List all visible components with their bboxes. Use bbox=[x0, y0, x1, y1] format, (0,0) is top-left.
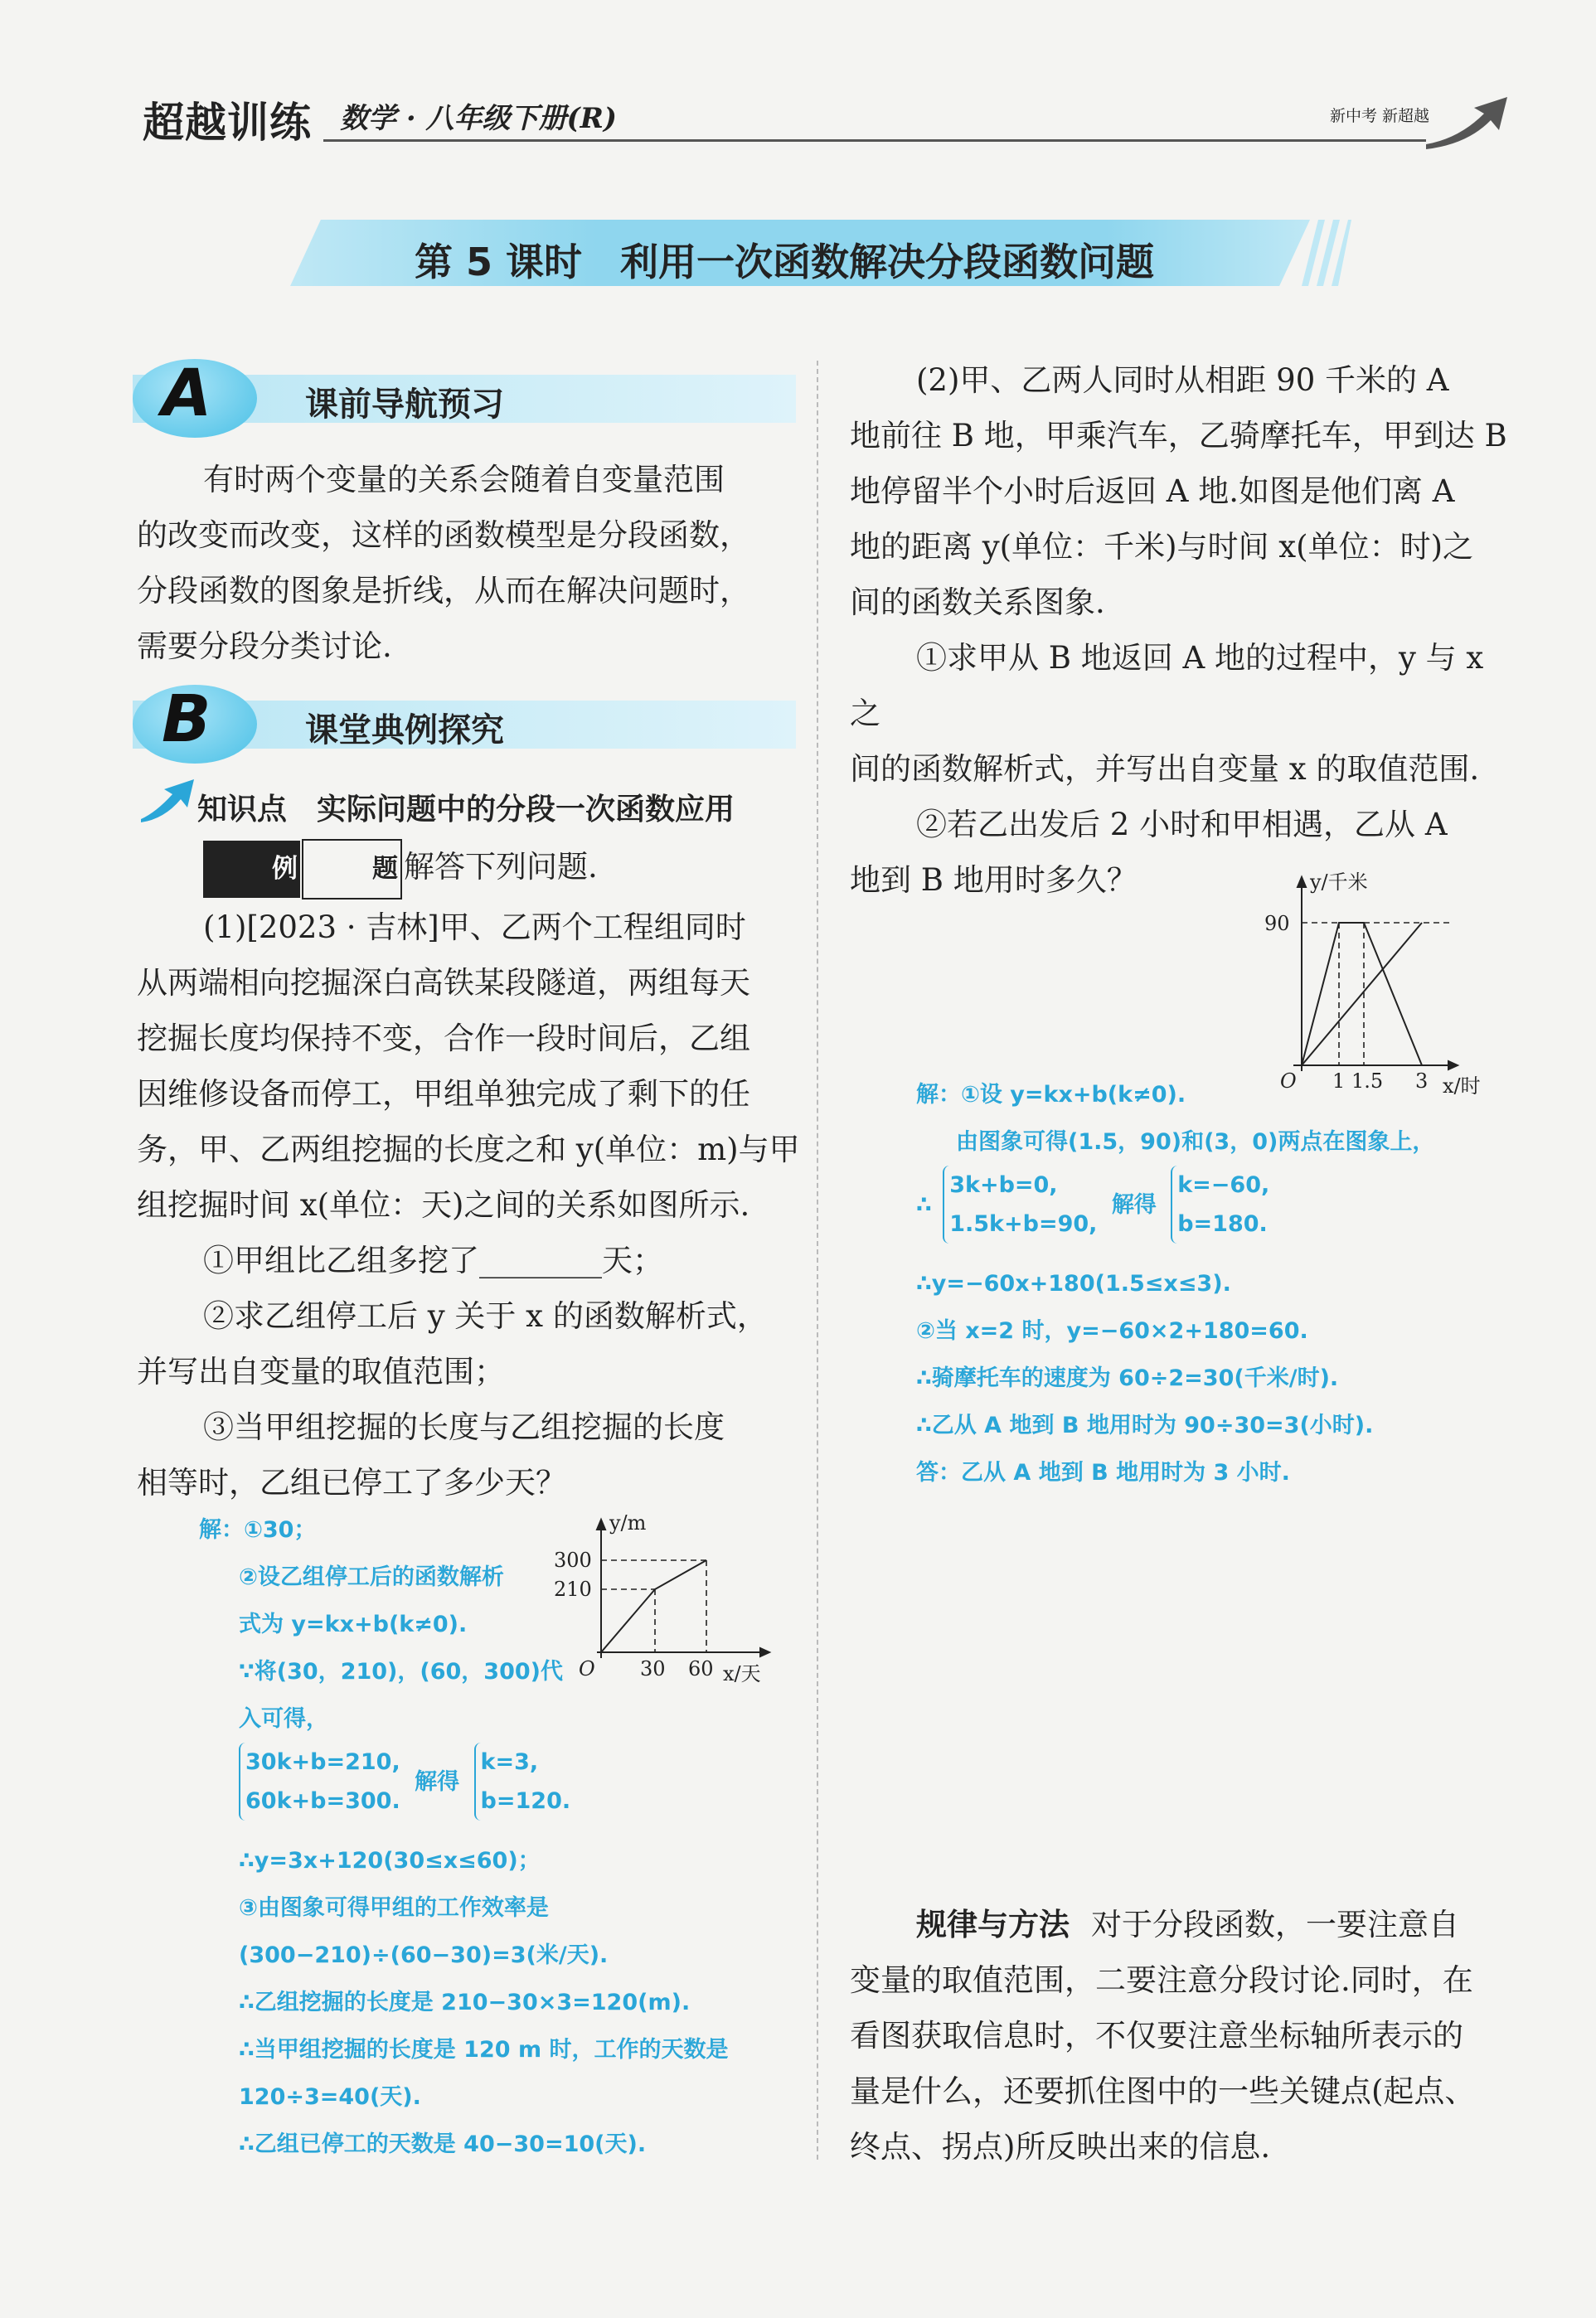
origin-label: O bbox=[1280, 1069, 1297, 1093]
x-tick-label: 60 bbox=[688, 1657, 714, 1680]
section-a-letter: A bbox=[162, 356, 212, 431]
x-tick-label: 3 bbox=[1415, 1069, 1429, 1093]
solution-line: 由图象可得(1.5，90)和(3，0)两点在图象上， bbox=[956, 1129, 1435, 1155]
text-line: 间的函数解析式，并写出自变量 x 的取值范围. bbox=[850, 751, 1480, 787]
y-axis-arrow bbox=[1298, 877, 1306, 887]
solution-2 bbox=[916, 1071, 1513, 1496]
y-tick-label: 300 bbox=[554, 1549, 592, 1572]
section-b-title: 课堂典例探究 bbox=[305, 711, 504, 749]
solution-line: 解：①30； bbox=[199, 1517, 317, 1543]
eq: b=120. bbox=[480, 1788, 571, 1814]
solution-line: 解：①设 y=kx+b(k≠0). bbox=[916, 1082, 1186, 1108]
solution-line: ∴y=3x+120(30≤x≤60)； bbox=[239, 1848, 541, 1874]
example-left bbox=[137, 839, 808, 1511]
solution-line: ∴当甲组挖掘的长度是 120 m 时，工作的天数是 bbox=[239, 2037, 729, 2063]
solve-word: 解得 bbox=[415, 1768, 460, 1795]
y-tick-label: 90 bbox=[1264, 912, 1290, 935]
solution-line: ②设乙组停工后的函数解析 bbox=[239, 1564, 504, 1590]
solve-word: 解得 bbox=[1111, 1191, 1157, 1218]
system-left bbox=[239, 1743, 400, 1821]
text-line: 有时两个变量的关系会随着自变量范围 bbox=[203, 462, 725, 497]
example-tag-2: 题 bbox=[302, 839, 402, 900]
graph-2 bbox=[1244, 862, 1517, 1094]
text-line: 地前往 B 地，甲乘汽车，乙骑摩托车，甲到达 B bbox=[850, 418, 1507, 453]
question-3: ③当甲组挖掘的长度与乙组挖掘的长度 bbox=[203, 1409, 725, 1445]
method-first-line bbox=[850, 1897, 1521, 1952]
question-1: ①甲组比乙组多挖了________天； bbox=[203, 1243, 663, 1278]
section-a-text bbox=[137, 452, 800, 674]
knowledge-arrow-icon bbox=[139, 778, 197, 823]
example-intro: 解答下列问题. bbox=[404, 849, 598, 885]
solution-line: ∴骑摩托车的速度为 60÷2=30(千米/时). bbox=[916, 1365, 1339, 1391]
therefore: ∴ bbox=[916, 1191, 932, 1218]
brand-title: 超越训练 bbox=[143, 99, 312, 147]
solution-line: ∴乙从 A 地到 B 地用时为 90÷30=3(小时). bbox=[916, 1413, 1374, 1438]
text-line: 挖掘长度均保持不变，合作一段时间后，乙组 bbox=[137, 1021, 750, 1056]
text-line: 因维修设备而停工，甲组单独完成了剩下的任 bbox=[137, 1076, 750, 1112]
y-tick-label: 210 bbox=[554, 1578, 592, 1601]
text-line: 组挖掘时间 x(单位：天)之间的关系如图所示. bbox=[137, 1187, 750, 1223]
text-line: 的改变而改变，这样的函数模型是分段函数， bbox=[137, 517, 750, 553]
example-intro-line bbox=[137, 839, 808, 900]
text-line: 分段函数的图象是折线，从而在解决问题时， bbox=[137, 573, 750, 609]
origin-label: O bbox=[579, 1657, 595, 1680]
system-right bbox=[474, 1743, 571, 1821]
y-axis-label: y/m bbox=[609, 1511, 647, 1535]
solution-line: ②当 x=2 时，y=−60×2+180=60. bbox=[916, 1318, 1308, 1344]
x-axis-arrow bbox=[1448, 1061, 1458, 1069]
lesson-title: 第 5 课时 利用一次函数解决分段函数问题 bbox=[415, 240, 1155, 284]
solution-line: 式为 y=kx+b(k≠0). bbox=[239, 1612, 468, 1637]
book-title: 数学 · 八年级下册(R) bbox=[340, 102, 617, 135]
text-line: 终点、拐点)所反映出来的信息. bbox=[850, 2129, 1271, 2165]
system-1 bbox=[199, 1743, 813, 1837]
example-right bbox=[850, 352, 1521, 908]
solution-line: 120÷3=40(天). bbox=[239, 2084, 421, 2110]
solution-line: ③由图象可得甲组的工作效率是 bbox=[239, 1895, 549, 1921]
text-line: 相等时，乙组已停工了多少天？ bbox=[137, 1465, 566, 1501]
text-line: 地停留半个小时后返回 A 地.如图是他们离 A bbox=[850, 473, 1455, 509]
eq: b=180. bbox=[1177, 1211, 1268, 1237]
eq: k=3, bbox=[480, 1749, 539, 1775]
system-2 bbox=[916, 1166, 1513, 1260]
text-line: 务，甲、乙两组挖掘的长度之和 y(单位：m)与甲 bbox=[137, 1132, 800, 1167]
x-tick-label: 1 bbox=[1332, 1069, 1346, 1093]
slogan: 新中考 新超越 bbox=[1330, 107, 1430, 125]
method-title: 规律与方法 bbox=[916, 1907, 1070, 1942]
system-right bbox=[1171, 1166, 1269, 1244]
solution-line: ∴乙组挖掘的长度是 210−30×3=120(m). bbox=[239, 1990, 691, 2015]
graph-line bbox=[601, 1560, 706, 1652]
text-line: 需要分段分类讨论. bbox=[137, 628, 392, 664]
text-line: 从两端相向挖掘深白高铁某段隧道，两组每天 bbox=[137, 965, 750, 1001]
eq: k=−60, bbox=[1177, 1172, 1270, 1198]
graph-1 bbox=[547, 1505, 779, 1695]
text-line: 地的距离 y(单位：千米)与时间 x(单位：时)之 bbox=[850, 529, 1474, 565]
solution-line: ∴y=−60x+180(1.5≤x≤3). bbox=[916, 1271, 1231, 1297]
question-2: ②求乙组停工后 y 关于 x 的函数解析式， bbox=[203, 1298, 768, 1334]
x-axis-label: x/天 bbox=[723, 1662, 761, 1685]
y-axis-arrow bbox=[597, 1520, 605, 1530]
text-line: 并写出自变量的取值范围； bbox=[137, 1354, 505, 1389]
text-line: 量是什么，还要抓住图中的一些关键点(起点、 bbox=[850, 2073, 1476, 2109]
eq: 3k+b=0, bbox=[949, 1172, 1058, 1198]
eq: 60k+b=300. bbox=[245, 1788, 400, 1814]
solution-line: ∵将(30，210)，(60，300)代 bbox=[239, 1659, 564, 1685]
text-line: (1)[2023 · 吉林]甲、乙两个工程组同时 bbox=[203, 909, 746, 945]
banner-stripes bbox=[1302, 220, 1351, 286]
arrow-icon bbox=[1426, 93, 1509, 151]
section-b-letter: B bbox=[162, 682, 211, 757]
question-p2-1: ①求甲从 B 地返回 A 地的过程中，y 与 x 之 bbox=[850, 640, 1484, 731]
text-line: 看图获取信息时，不仅要注意坐标轴所表示的 bbox=[850, 2018, 1463, 2054]
x-tick-label: 1.5 bbox=[1351, 1069, 1384, 1093]
column-separator bbox=[817, 361, 818, 2160]
question-p2-2: ②若乙出发后 2 小时和甲相遇，乙从 A bbox=[916, 807, 1448, 842]
y-axis-label: y/千米 bbox=[1310, 870, 1368, 894]
x-tick-label: 30 bbox=[640, 1657, 666, 1680]
solution-line: (300−210)÷(60−30)=3(米/天). bbox=[239, 1942, 609, 1968]
system-left bbox=[943, 1166, 1097, 1244]
text-line: 对于分段函数，一要注意自 bbox=[1091, 1907, 1459, 1942]
x-axis-arrow bbox=[760, 1648, 769, 1656]
eq: 30k+b=210, bbox=[245, 1749, 400, 1775]
solution-line: 答：乙从 A 地到 B 地用时为 3 小时. bbox=[916, 1460, 1290, 1486]
solution-line: 入可得， bbox=[239, 1706, 328, 1732]
knowledge-point-title: 知识点 实际问题中的分段一次函数应用 bbox=[197, 793, 735, 827]
solution-line: ∴乙组已停工的天数是 40−30=10(天). bbox=[239, 2131, 647, 2157]
text-line: 地到 B 地用时多久？ bbox=[850, 862, 1138, 898]
eq: 1.5k+b=90, bbox=[949, 1211, 1098, 1237]
text-line: (2)甲、乙两人同时从相距 90 千米的 A bbox=[916, 362, 1449, 398]
method-box bbox=[850, 1897, 1521, 2175]
text-line: 变量的取值范围，二要注意分段讨论.同时，在 bbox=[850, 1962, 1473, 1998]
x-axis-label: x/时 bbox=[1443, 1074, 1481, 1094]
text-line: 间的函数关系图象. bbox=[850, 584, 1105, 620]
example-tag-1: 例 bbox=[203, 841, 300, 898]
header-rule bbox=[323, 139, 1426, 142]
section-a-title: 课前导航预习 bbox=[305, 386, 504, 424]
